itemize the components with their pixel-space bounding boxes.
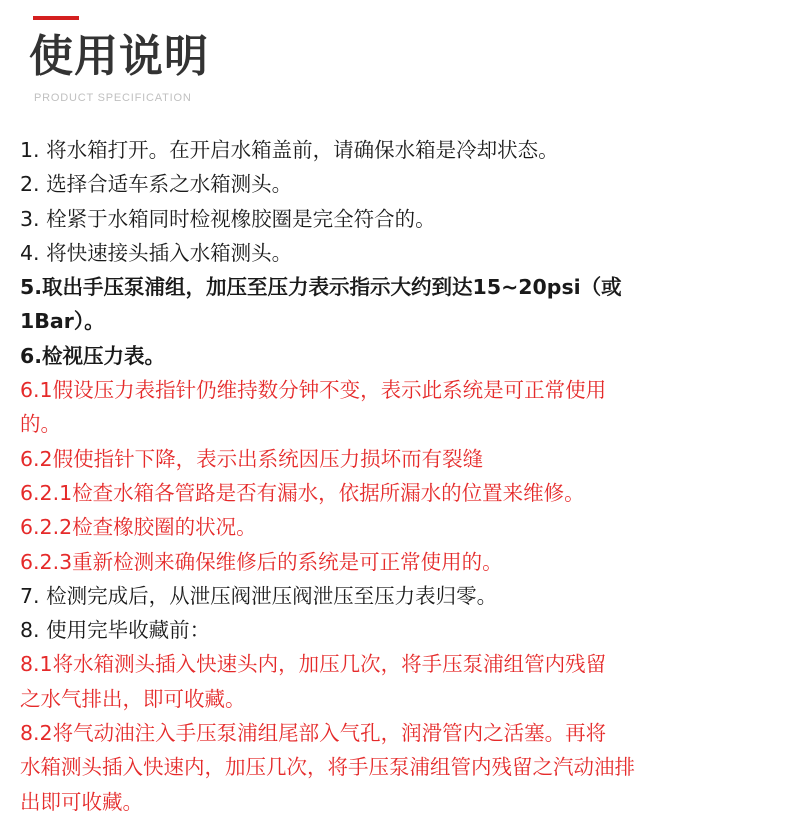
instruction-line: 8.1将水箱测头插入快速头内，加压几次，将手压泵浦组管内残留 <box>20 652 607 677</box>
instruction-line: 6.检视压力表。 <box>20 343 166 368</box>
instruction-line: 6.2.1检查水箱各管路是否有漏水，依据所漏水的位置来维修。 <box>20 480 585 505</box>
instruction-line: 7. 检测完成后，从泄压阀泄压阀泄压至压力表归零。 <box>20 583 498 608</box>
instruction-line: 之水气排出，即可收藏。 <box>20 686 246 711</box>
instruction-line: 6.2.3重新检测来确保维修后的系统是可正常使用的。 <box>20 549 503 574</box>
instruction-line: 的。 <box>20 412 61 437</box>
page-subtitle: PRODUCT SPECIFICATION <box>34 92 192 104</box>
instruction-line: 出即可收藏。 <box>20 789 143 814</box>
instruction-line: 6.2.2检查橡胶圈的状况。 <box>20 515 257 540</box>
instruction-line: 1. 将水箱打开。在开启水箱盖前，请确保水箱是冷却状态。 <box>20 138 559 162</box>
title-accent-bar <box>33 16 79 20</box>
instruction-line: 8. 使用完毕收藏前： <box>20 618 211 643</box>
page-title: 使用说明 <box>29 31 209 82</box>
instruction-line: 1Bar）。 <box>20 309 105 334</box>
instruction-line: 5.取出手压泵浦组，加压至压力表示指示大约到达15~20psi（或 <box>20 275 622 300</box>
instruction-line: 2. 选择合适车系之水箱测头。 <box>20 172 293 197</box>
instruction-line: 6.1假设压力表指针仍维持数分钟不变，表示此系统是可正常使用 <box>20 378 607 403</box>
instruction-line: 3. 栓紧于水箱同时检视橡胶圈是完全符合的。 <box>20 206 436 231</box>
instruction-line: 8.2将气动油注入手压泵浦组尾部入气孔，润滑管内之活塞。再将 <box>20 721 607 746</box>
instructions-list <box>20 133 782 819</box>
instruction-line: 6.2假使指针下降，表示出系统因压力损坏而有裂缝 <box>20 446 484 471</box>
instruction-line: 水箱测头插入快速内，加压几次，将手压泵浦组管内残留之汽动油排 <box>20 755 635 780</box>
instruction-line: 4. 将快速接头插入水箱测头。 <box>20 240 293 265</box>
